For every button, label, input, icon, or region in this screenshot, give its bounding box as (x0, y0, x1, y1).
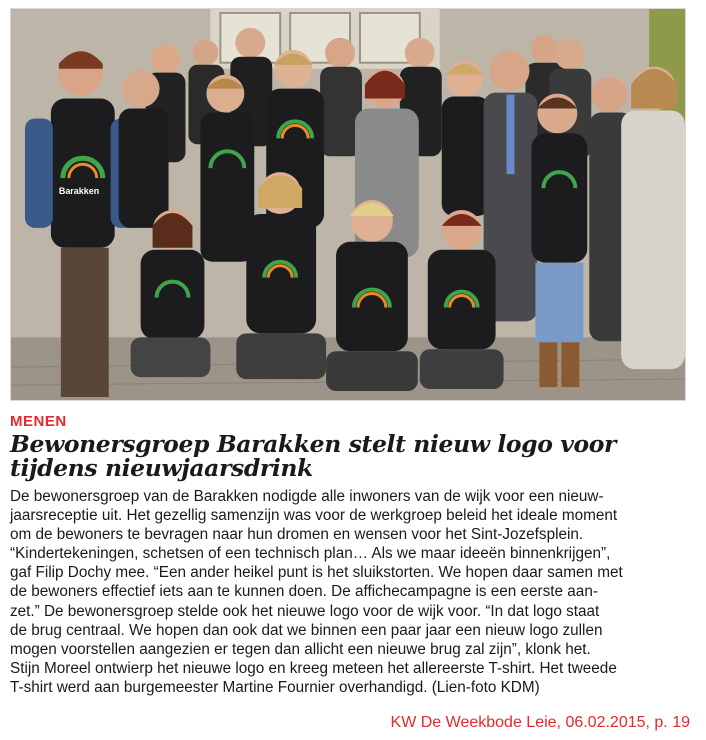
group-photo (10, 8, 686, 401)
body-line: de bewoners effectief iets aan te kunnen doen. De affichecampagne is een eerste aan- (10, 583, 598, 601)
section-label: MENEN (10, 413, 67, 430)
article-body (10, 487, 700, 697)
body-line: de brug centraal. We hopen dan ook dat we binnen een paar jaar een nieuw logo zullen (10, 621, 603, 639)
body-line: “Kindertekeningen, schetsen of een technisch plan… Als we maar ideeën binnenkrijgen”, (10, 545, 611, 563)
body-line: De bewonersgroep van de Barakken nodigde alle inwoners van de wijk voor een nieuw- (10, 488, 604, 505)
body-line: jaarsreceptie uit. Het gezellig samenzijn was voor de werkgroep beleid het ideale moment (10, 507, 618, 525)
source-citation: KW De Weekbode Leie, 06.02.2015, p. 19 (390, 714, 690, 731)
shirt-logo-text: Barakken (58, 186, 100, 197)
body-line: gaf Filip Dochy mee. “Een ander heikel punt is het sluikstorten. We hopen daar samen met (10, 564, 623, 582)
body-line: mogen voorstellen aangezien er tegen dan allicht een nieuwe brug zal zijn”, klonk het. (10, 640, 591, 658)
body-line: om de bewoners te bevragen naar hun dromen en wensen voor het Sint-Jozefsplein. (10, 526, 584, 544)
body-line: T-shirt werd aan burgemeester Martine Fournier overhandigd. (Lien-foto KDM) (10, 678, 540, 696)
article-headline: Bewonersgroep Barakken stelt nieuw logo voor tijdens nieuwjaarsdrink (10, 430, 617, 482)
body-line: Stijn Moreel ontwierp het nieuwe logo en kreeg meteen het allereerste T-shirt. Het tweede (10, 659, 617, 677)
group-photo-illustration (11, 9, 685, 400)
body-line: zet.” De bewonersgroep stelde ook het nieuwe logo voor de wijk voor. “In dat logo staat (10, 602, 600, 620)
